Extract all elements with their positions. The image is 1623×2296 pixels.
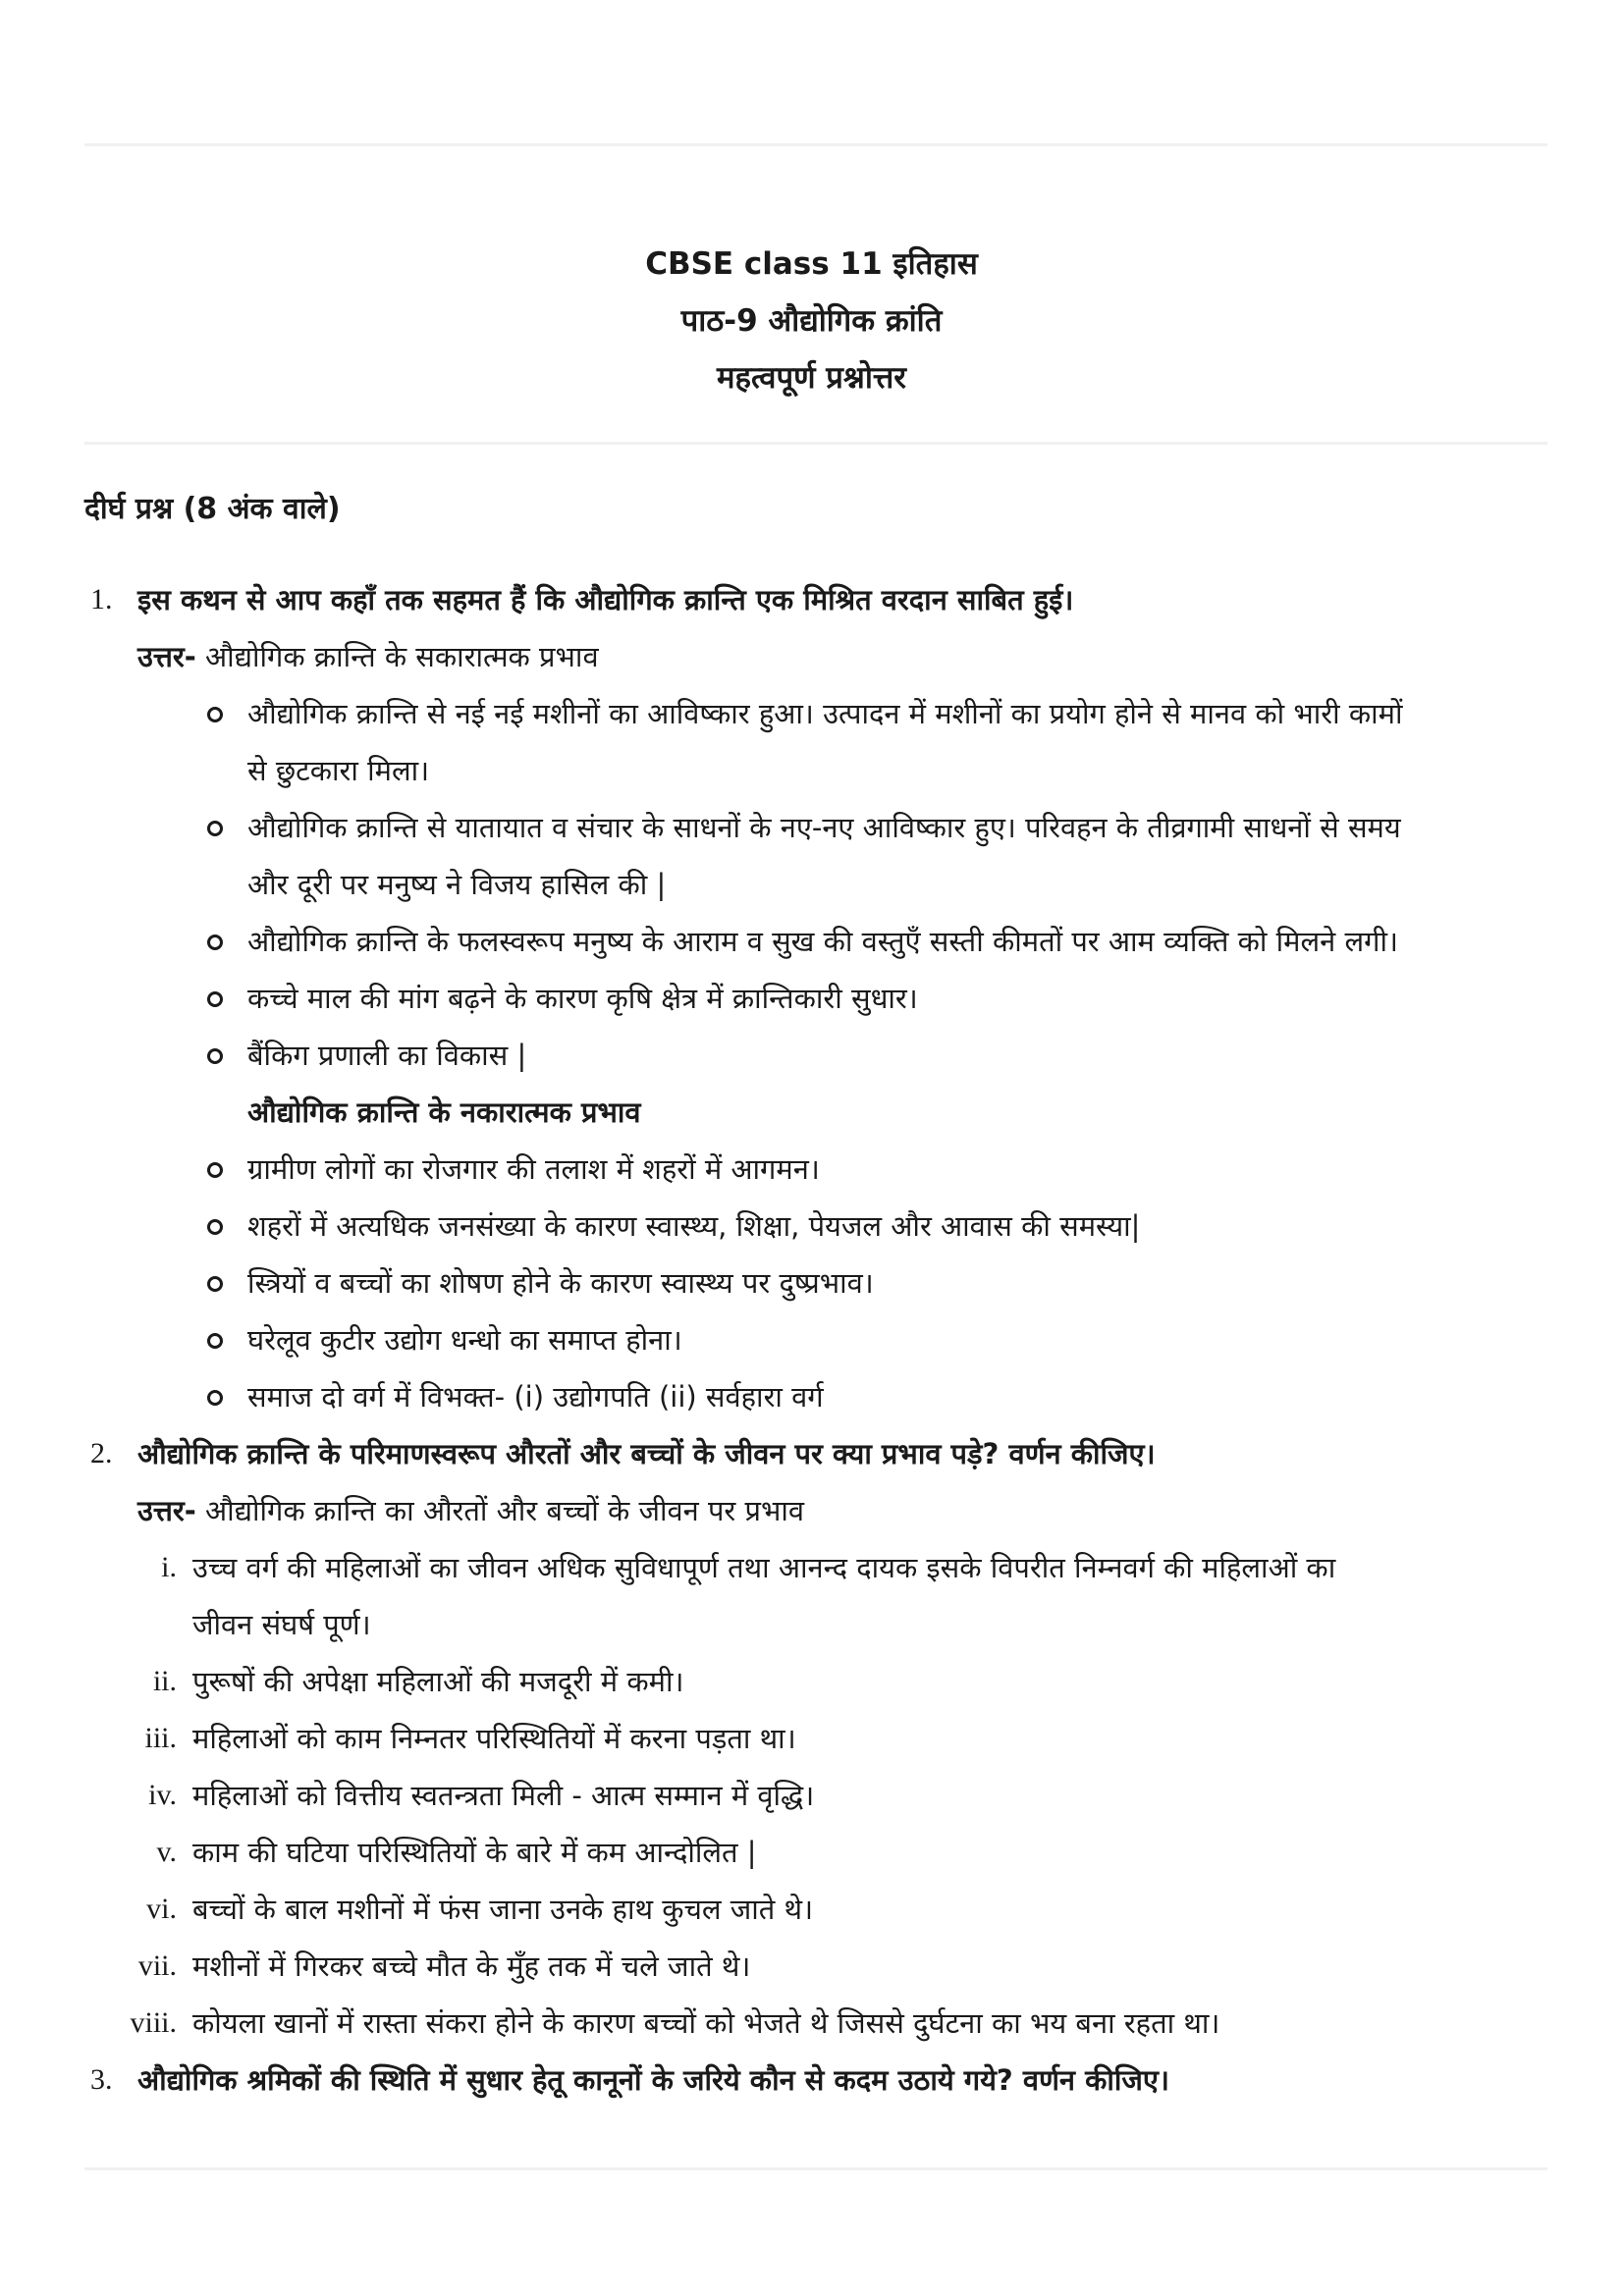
list-item-text: मशीनों में गिरकर बच्चे मौत के मुँह तक में चले जाते थे। — [192, 1949, 751, 1983]
circle-bullet-icon — [207, 1162, 223, 1178]
list-item-text: स्त्रियों व बच्चों का शोषण होने के कारण स्वास्थ्य पर दुष्प्रभाव। — [247, 1266, 874, 1300]
bottom-divider — [84, 2167, 1547, 2170]
list-item — [0, 1938, 1623, 1995]
question-3 — [0, 2052, 1623, 2109]
question-text: इस कथन से आप कहाँ तक सहमत हैं कि औद्योगिक क्रान्ति एक मिश्रित वरदान साबित हुई। — [137, 583, 1074, 616]
answer-heading: औद्योगिक क्रान्ति का औरतों और बच्चों के जीवन पर प्रभाव — [195, 1494, 805, 1527]
circle-bullet-icon — [207, 1219, 223, 1235]
document-header — [0, 236, 1623, 406]
answer-label: उत्तर- — [137, 1494, 196, 1527]
list-item-text: उच्च वर्ग की महिलाओं का जीवन अधिक सुविधापूर्ण तथा आनन्द दायक इसके विपरीत निम्नवर्ग की महिलाओं का — [192, 1551, 1336, 1584]
answer-label: उत्तर- — [137, 640, 196, 673]
list-item-text: औद्योगिक क्रान्ति से नई नई मशीनों का आविष्कार हुआ। उत्पादन में मशीनों का प्रयोग होने से मानव को भारी कामों — [247, 697, 1403, 730]
list-item — [0, 913, 1623, 970]
list-item — [0, 970, 1623, 1027]
list-item-text: काम की घटिया परिस्थितियों के बारे में कम आन्दोलित | — [192, 1836, 757, 1869]
header-divider — [84, 442, 1547, 445]
list-item — [0, 1539, 1623, 1596]
circle-bullet-icon — [207, 991, 223, 1007]
negative-effects-heading: औद्योगिक क्रान्ति के नकारात्मक प्रभाव — [247, 1095, 641, 1129]
list-item — [0, 1368, 1623, 1425]
list-item-text: महिलाओं को वित्तीय स्वतन्त्रता मिली - आत्म सम्मान में वृद्धि। — [192, 1779, 815, 1812]
question-list — [0, 571, 1623, 2109]
list-item-text: ग्रामीण लोगों का रोजगार की तलाश में शहरों में आगमन। — [247, 1152, 820, 1186]
list-item — [0, 1255, 1623, 1311]
list-item — [0, 799, 1623, 856]
list-item-number: v. — [156, 1836, 177, 1868]
list-item-number: iv. — [148, 1779, 177, 1811]
circle-bullet-icon — [207, 934, 223, 950]
circle-bullet-icon — [207, 1276, 223, 1292]
list-item — [0, 1824, 1623, 1881]
list-item — [0, 1027, 1623, 1084]
answer-2-intro — [0, 1482, 1623, 1539]
list-item — [0, 1995, 1623, 2052]
question-number: 2. — [90, 1437, 113, 1469]
list-item — [0, 1311, 1623, 1368]
circle-bullet-icon — [207, 1333, 223, 1349]
list-item-text: महिलाओं को काम निम्नतर परिस्थितियों में करना पड़ता था। — [192, 1722, 796, 1755]
answer-heading: औद्योगिक क्रान्ति के सकारात्मक प्रभाव — [195, 640, 599, 673]
circle-bullet-icon — [207, 1048, 223, 1064]
question-number: 3. — [90, 2063, 113, 2096]
list-item-number: viii. — [130, 2006, 177, 2039]
list-item — [0, 685, 1623, 742]
list-item — [0, 1881, 1623, 1938]
list-item-text: कच्चे माल की मांग बढ़ने के कारण कृषि क्षेत्र में क्रान्तिकारी सुधार। — [247, 982, 918, 1015]
list-item — [0, 1710, 1623, 1767]
answer-1-intro — [0, 628, 1623, 685]
list-item-continuation: से छुटकारा मिला। — [247, 754, 430, 787]
question-number: 1. — [90, 583, 113, 615]
list-item-text: बैंकिग प्रणाली का विकास | — [247, 1039, 527, 1072]
circle-bullet-icon — [207, 1390, 223, 1406]
section-title: दीर्घ प्रश्न (8 अंक वाले) — [84, 492, 341, 526]
header-subtitle: महत्वपूर्ण प्रश्नोत्तर — [717, 360, 906, 396]
list-item-continuation: जीवन संघर्ष पूर्ण। — [192, 1608, 371, 1641]
list-item-number: vi. — [146, 1893, 177, 1925]
list-item-text: पुरूषों की अपेक्षा महिलाओं की मजदूरी में कमी। — [192, 1665, 684, 1698]
top-divider — [84, 143, 1547, 146]
list-item-number: vii. — [137, 1949, 177, 1982]
question-text: औद्योगिक श्रमिकों की स्थिति में सुधार हेतू कानूनों के जरिये कौन से कदम उठाये गये? वर्णन कीजिए। — [137, 2063, 1169, 2097]
list-item — [0, 1767, 1623, 1824]
list-item — [0, 1653, 1623, 1710]
list-item-continuation: और दूरी पर मनुष्य ने विजय हासिल की | — [247, 868, 667, 901]
list-item — [0, 1141, 1623, 1198]
header-chapter: पाठ-9 औद्योगिक क्रांति — [680, 303, 943, 339]
list-item-text: औद्योगिक क्रान्ति के फलस्वरूप मनुष्य के आराम व सुख की वस्तुएँ सस्ती कीमतों पर आम व्यक्ति को मिलने लगी। — [247, 925, 1398, 958]
circle-bullet-icon — [207, 707, 223, 722]
list-item-number: iii. — [144, 1722, 177, 1754]
list-item-text: कोयला खानों में रास्ता संकरा होने के कारण बच्चों को भेजते थे जिससे दुर्घटना का भय बना रहता था। — [192, 2006, 1220, 2040]
list-item-text: शहरों में अत्यधिक जनसंख्या के कारण स्वास्थ्य, शिक्षा, पेयजल और आवास की समस्या| — [247, 1209, 1141, 1243]
question-2 — [0, 1425, 1623, 1482]
list-item-text: औद्योगिक क्रान्ति से यातायात व संचार के साधनों के नए-नए आविष्कार हुए। परिवहन के तीव्रगामी साधनों से समय — [247, 811, 1401, 844]
list-item-number: i. — [161, 1551, 177, 1583]
list-item — [0, 1198, 1623, 1255]
list-item-number: ii. — [152, 1665, 177, 1697]
header-course: CBSE class 11 इतिहास — [645, 246, 978, 282]
question-text: औद्योगिक क्रान्ति के परिमाणस्वरूप औरतों और बच्चों के जीवन पर क्या प्रभाव पड़े? वर्णन कीजिए। — [137, 1437, 1156, 1470]
question-1 — [0, 571, 1623, 628]
list-item-text: समाज दो वर्ग में विभक्त- (i) उद्योगपति (ii) सर्वहारा वर्ग — [247, 1380, 824, 1414]
list-item-text: बच्चों के बाल मशीनों में फंस जाना उनके हाथ कुचल जाते थे। — [192, 1893, 814, 1926]
circle-bullet-icon — [207, 821, 223, 836]
list-item-text: घरेलूव कुटीर उद्योग धन्धो का समाप्त होना। — [247, 1323, 682, 1357]
